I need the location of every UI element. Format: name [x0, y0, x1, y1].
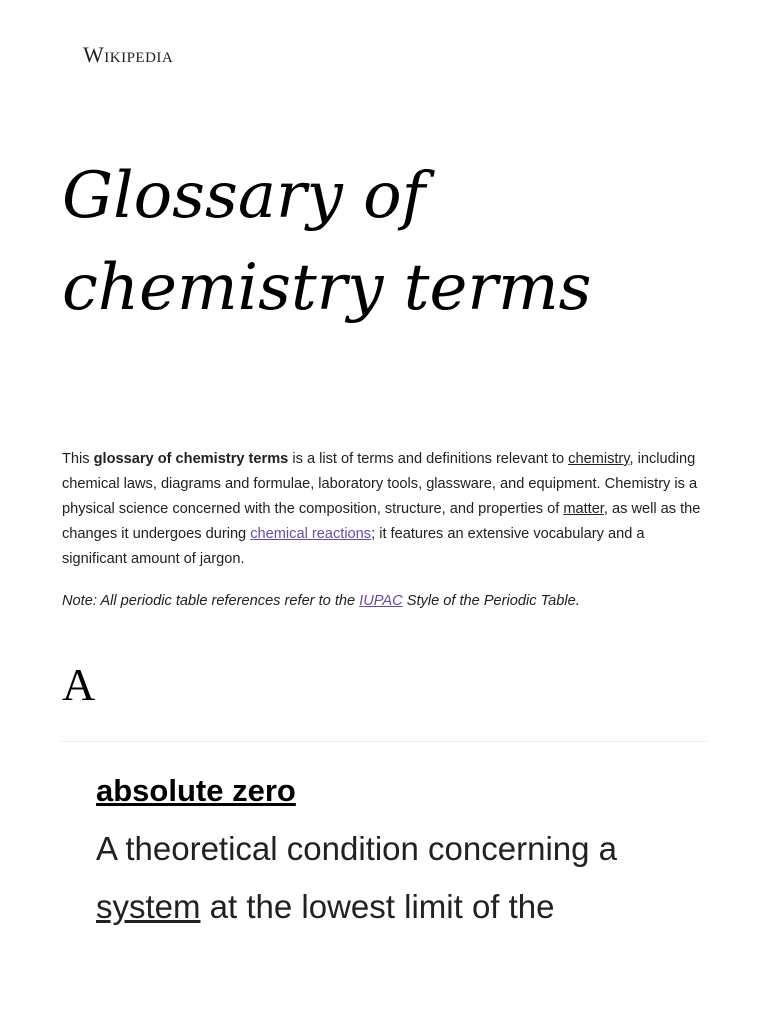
intro-paragraph: [62, 447, 712, 572]
chemistry-link[interactable]: chemistry: [568, 451, 630, 467]
matter-link[interactable]: matter: [563, 501, 604, 517]
intro-text: , as well as the changes it undergoes during: [62, 501, 701, 542]
note-text: Note: All periodic table references refer to the: [62, 593, 360, 609]
system-link[interactable]: system: [96, 888, 201, 925]
intro-text: , including chemical laws, diagrams and formulae, laboratory tools, glassware, and equipment. Chemistry is a physical science concerned with the composition, structure, and properties of: [62, 451, 698, 517]
note-text: Style of the Periodic Table.: [402, 593, 580, 609]
intro-text: This: [62, 451, 94, 467]
intro-text: ; it features an extensive vocabulary and a significant amount of jargon.: [62, 526, 645, 567]
intro-text: is a list of terms and definitions relevant to: [288, 451, 569, 467]
intro-bold-term: glossary of chemistry terms: [93, 451, 289, 467]
section-heading-a: A: [62, 659, 96, 710]
term-absolute-zero[interactable]: absolute zero: [96, 773, 296, 808]
term-definition: [96, 820, 706, 936]
chemical-reactions-link[interactable]: chemical reactions: [250, 526, 372, 542]
note-paragraph: [62, 589, 712, 614]
definition-text: at the lowest limit of the: [200, 888, 555, 925]
section-divider: [62, 741, 706, 742]
page-title: Glossary of chemistry terms: [62, 159, 592, 325]
wikipedia-wordmark[interactable]: Wikipedia: [83, 42, 174, 67]
iupac-link[interactable]: IUPAC: [359, 593, 403, 609]
definition-text: A theoretical condition concerning a: [96, 830, 618, 867]
